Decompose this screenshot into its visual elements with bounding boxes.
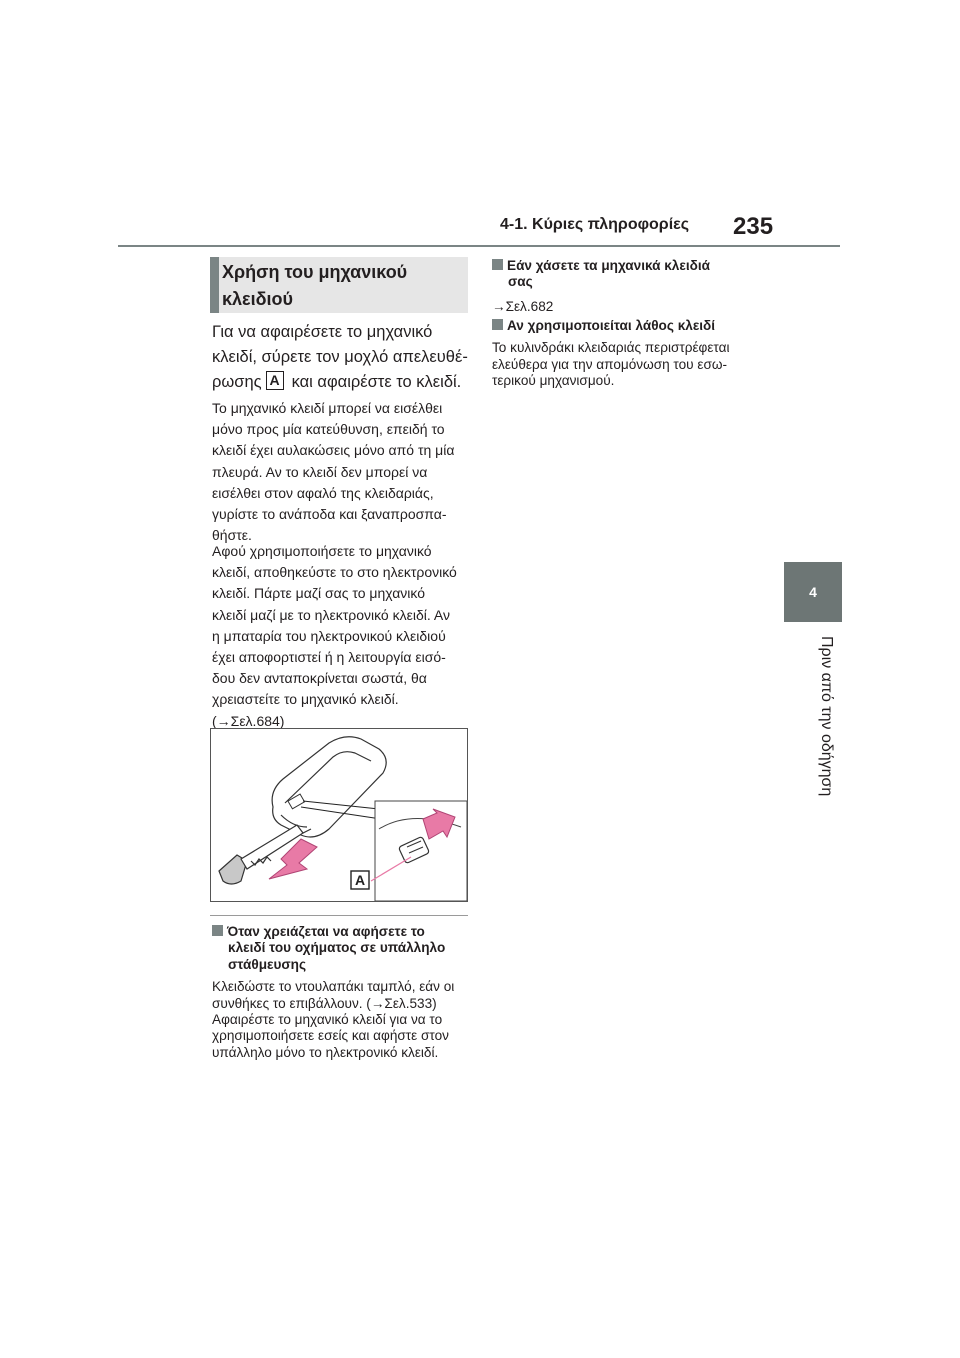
- figure-label-a: A: [354, 872, 366, 888]
- key-illustration: [210, 728, 468, 902]
- text-line: κλειδί έχει αυλακώσεις μόνο από τη μία: [212, 442, 455, 459]
- electronic-key-drawing: [272, 737, 386, 837]
- section-title-line: Χρήση του μηχανικού: [222, 262, 408, 282]
- text-line: κλειδί μαζί με το ηλεκτρονικό κλειδί. Αν: [212, 606, 450, 623]
- text-line: κλειδί, αποθηκεύστε το στο ηλεκτρονικό: [212, 564, 457, 581]
- heading-line: στάθμευσης: [228, 956, 307, 972]
- note-lost-heading: [492, 258, 762, 291]
- text-line: υπάλληλο μόνο το ηλεκτρονικό κλειδί.: [212, 1044, 439, 1060]
- note-valet-heading: [212, 924, 474, 973]
- chapter-tab: [784, 562, 842, 622]
- text-line: πλευρά. Αν το κλειδί δεν μπορεί να: [212, 463, 428, 480]
- chapter-number: 4: [809, 584, 817, 600]
- text-line: συνθήκες το επιβάλλουν. (→Σελ.533): [212, 995, 437, 1011]
- note-lost-keys: [492, 258, 762, 315]
- text-line: δου δεν ανταποκρίνεται σωστά, θα: [212, 670, 427, 687]
- note-valet-body: [212, 979, 474, 1061]
- section-title-line: κλειδιού: [222, 289, 293, 309]
- chapter-title: Πριν από την οδήγηση: [818, 636, 835, 797]
- text-line: Αφαιρέστε το μηχανικό κλειδί για να το: [212, 1012, 443, 1028]
- text-line: η μπαταρία του ηλεκτρονικού κλειδιού: [212, 627, 446, 644]
- header-section-title: 4-1. Κύριες πληροφορίες: [500, 216, 690, 233]
- intro-line3-start: ρωσης: [212, 373, 262, 391]
- page-reference: (→Σελ.684): [212, 712, 285, 729]
- page-reference: →Σελ.682: [492, 298, 554, 314]
- key-illustration-svg: [211, 729, 467, 901]
- intro-paragraph: [212, 320, 472, 395]
- intro-line: [212, 370, 472, 395]
- bullet-square-icon: [492, 259, 503, 270]
- text-line: Το μηχανικό κλειδί μπορεί να εισέλθει: [212, 400, 443, 416]
- paragraph-key-storage: [212, 541, 472, 732]
- text-line: θήστε.: [212, 527, 252, 544]
- text-line: ελεύθερα για την απομόνωση του εσω-: [492, 356, 727, 372]
- text-line: Το κυλινδράκι κλειδαριάς περιστρέφεται: [492, 340, 730, 356]
- note-wrong-key: [492, 318, 762, 390]
- intro-line: κλειδί, σύρετε τον μοχλό απελευθέ-: [212, 348, 468, 366]
- heading-line: κλειδί του οχήματος σε υπάλληλο: [228, 940, 446, 956]
- bullet-square-icon: [492, 319, 503, 330]
- page-number: 235: [733, 213, 774, 240]
- text-line: έχει αποφορτιστεί ή η λειτουργία εισό-: [212, 649, 446, 666]
- text-line: χρειαστείτε το μηχανικό κλειδί.: [212, 691, 399, 708]
- zoom-detail: [371, 801, 467, 901]
- bullet-square-icon: [212, 925, 223, 936]
- intro-line: Για να αφαιρέσετε το μηχανικό: [212, 323, 433, 341]
- note-wrong-body: [492, 340, 762, 389]
- text-line: κλειδί. Πάρτε μαζί σας το μηχανικό: [212, 585, 426, 602]
- text-line: χρησιμοποιήσετε εσείς και αφήστε στον: [212, 1028, 449, 1044]
- note-lost-body: [492, 299, 762, 315]
- text-line: εισέλθει στον αφαλό της κλειδαριάς,: [212, 484, 434, 501]
- text-line: Αφού χρησιμοποιήσετε το μηχανικό: [212, 543, 432, 559]
- figure-divider: [210, 915, 468, 916]
- note-wrong-heading: [492, 318, 762, 334]
- section-title: [222, 259, 462, 313]
- callout-marker-a: A: [266, 371, 284, 390]
- text-line: Κλειδώστε το ντουλαπάκι ταμπλό, εάν οι: [212, 979, 455, 995]
- note-valet: [212, 924, 474, 1061]
- intro-line3-end: και αφαιρέστε το κλειδί.: [291, 373, 462, 391]
- heading-line: σας: [508, 274, 533, 290]
- heading-line: Εάν χάσετε τα μηχανικά κλειδιά: [507, 258, 710, 273]
- text-line: τερικού μηχανισμού.: [492, 373, 615, 389]
- text-line: μόνο προς μία κατεύθυνση, επειδή το: [212, 421, 445, 438]
- header-divider: [118, 245, 840, 247]
- text-line: γυρίστε το ανάποδα και ξαναπροσπα-: [212, 506, 447, 523]
- paragraph-key-direction: [212, 398, 472, 546]
- heading-line: Αν χρησιμοποιείται λάθος κλειδί: [507, 318, 716, 333]
- heading-line: Όταν χρειάζεται να αφήσετε το: [227, 924, 425, 939]
